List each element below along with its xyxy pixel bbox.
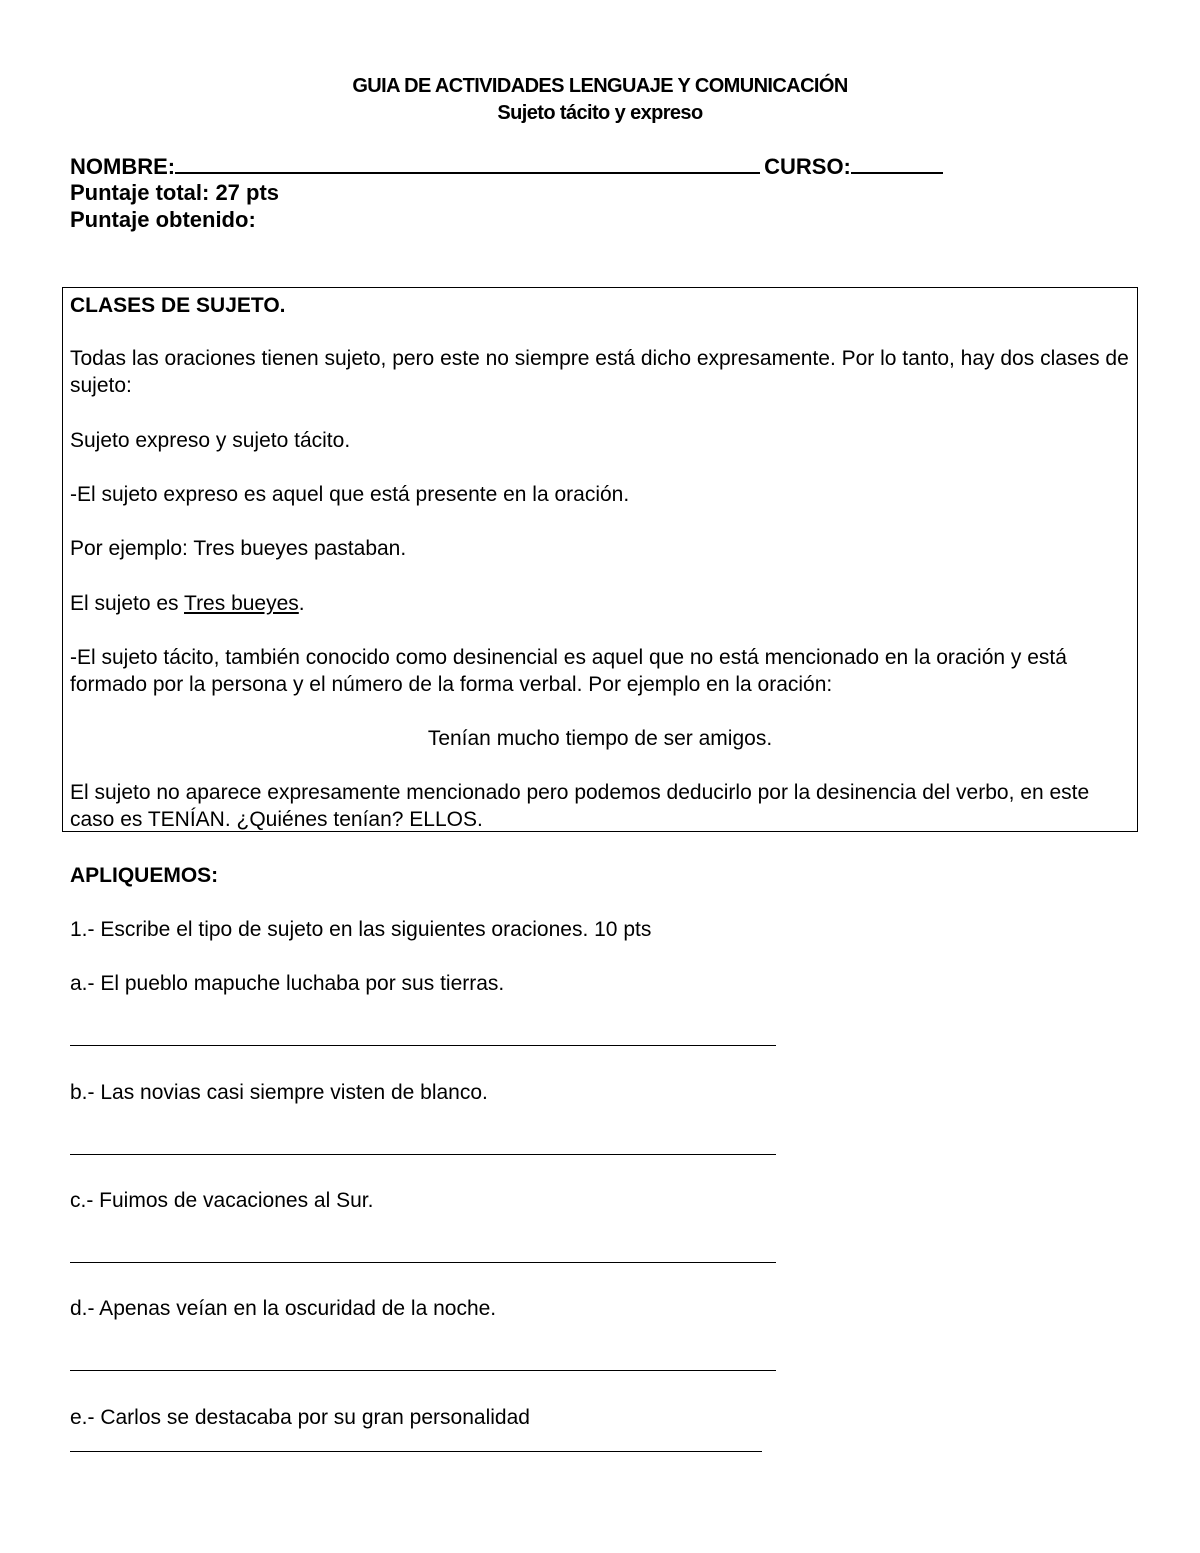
tacito-definition: -El sujeto tácito, también conocido como desinencial es aquel que no está mencionado en la oración y está formado por la persona y el número de la forma verbal. Por ejemplo en la oración: bbox=[70, 646, 1067, 696]
subject-suffix: . bbox=[298, 592, 305, 615]
name-course-row bbox=[70, 154, 943, 180]
answer-line-d[interactable] bbox=[70, 1370, 776, 1371]
page-title: GUIA DE ACTIVIDADES LENGUAJE Y COMUNICACIÓN bbox=[352, 75, 848, 97]
answer-line-b[interactable] bbox=[70, 1154, 776, 1155]
puntaje-total: Puntaje total: 27 pts bbox=[70, 180, 280, 205]
exercise-item-c: c.- Fuimos de vacaciones al Sur. bbox=[70, 1189, 374, 1212]
exercise-instruction: 1.- Escribe el tipo de sujeto en las siguientes oraciones. 10 pts bbox=[70, 918, 652, 941]
theory-intro: Todas las oraciones tienen sujeto, pero este no siempre está dicho expresamente. Por lo tanto, hay dos clases de sujeto: bbox=[70, 347, 1129, 397]
theory-heading: CLASES DE SUJETO. bbox=[70, 294, 286, 317]
answer-line-e[interactable] bbox=[70, 1451, 762, 1452]
curso-label: CURSO: bbox=[764, 154, 851, 179]
expreso-definition: -El sujeto expreso es aquel que está presente en la oración. bbox=[70, 483, 630, 506]
subject-prefix: El sujeto es bbox=[70, 592, 185, 615]
subject-sentence bbox=[70, 590, 305, 617]
tacito-example: Tenían mucho tiempo de ser amigos. bbox=[427, 727, 773, 750]
puntaje-obtenido: Puntaje obtenido: bbox=[70, 207, 256, 232]
exercise-heading: APLIQUEMOS: bbox=[70, 864, 219, 887]
answer-line-a[interactable] bbox=[70, 1045, 776, 1046]
nombre-label: NOMBRE: bbox=[70, 154, 176, 179]
exercise-item-e: e.- Carlos se destacaba por su gran personalidad bbox=[70, 1406, 530, 1429]
exercise-item-d: d.- Apenas veían en la oscuridad de la noche. bbox=[70, 1297, 497, 1320]
expreso-example: Por ejemplo: Tres bueyes pastaban. bbox=[70, 537, 407, 560]
theory-types: Sujeto expreso y sujeto tácito. bbox=[70, 429, 351, 452]
curso-blank[interactable] bbox=[851, 154, 943, 174]
theory-conclusion: El sujeto no aparece expresamente mencionado pero podemos deducirlo por la desinencia del verbo, en este caso es TENÍAN. ¿Quiénes tenían? ELLOS. bbox=[70, 781, 1090, 831]
subject-value: Tres bueyes bbox=[184, 592, 299, 615]
answer-line-c[interactable] bbox=[70, 1262, 776, 1263]
exercise-item-a: a.- El pueblo mapuche luchaba por sus tierras. bbox=[70, 972, 505, 995]
exercise-item-b: b.- Las novias casi siempre visten de blanco. bbox=[70, 1081, 488, 1104]
nombre-blank[interactable] bbox=[175, 154, 760, 174]
page-subtitle: Sujeto tácito y expreso bbox=[497, 102, 703, 124]
